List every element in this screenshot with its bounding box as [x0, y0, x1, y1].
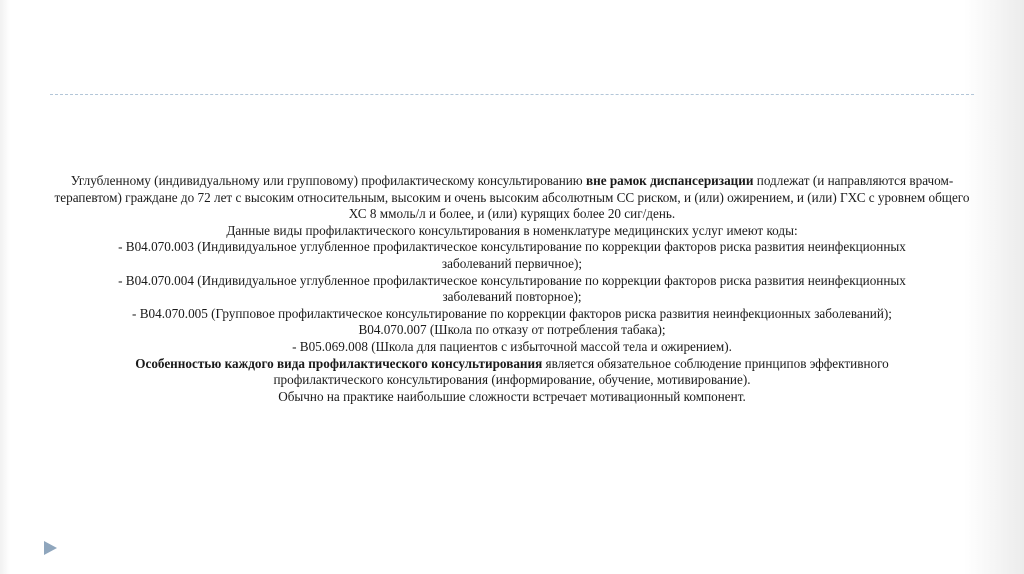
feature-paragraph: [46, 356, 978, 389]
slide-body: [46, 173, 978, 405]
closing-paragraph: Обычно на практике наибольшие сложности встречает мотивационный компонент.: [278, 388, 746, 404]
code-item: - В05.069.008 (Школа для пациентов с избыточной массой тела и ожирением).: [292, 338, 732, 354]
intro-bold-phrase: вне рамок диспансеризации: [585, 173, 754, 188]
intro-paragraph: [46, 173, 978, 223]
codes-intro: Данные виды профилактического консультирования в номенклатуре медицинских услуг имеют коды:: [226, 222, 798, 238]
code-item: - В04.070.005 (Групповое профилактическое консультирование по коррекции факторов риска развития неинфекционных заболеваний);: [132, 305, 892, 321]
play-triangle-icon[interactable]: [44, 541, 57, 555]
intro-text-after: подлежат (и направляются врачом-терапевтом) граждане до 72 лет с высоким относительным, высоким и очень высоким абсолютным СС риском, и (или) ожирением, и (или) ГХС с уровнем общего ХС 8 ммоль/л и более, и (или) курящих более 20 сиг/день.: [54, 173, 970, 222]
code-item: - В04.070.003 (Индивидуальное углубленное профилактическое консультирование по коррекции факторов риска развития неинфекционных заболеваний первичное);: [118, 239, 906, 271]
intro-text-before: Углубленному (индивидуальному или групповому) профилактическому консультированию: [70, 173, 586, 188]
header-divider: [50, 94, 974, 95]
feature-text-after: является обязательное соблюдение принципов эффективного профилактического консультирования (информирование, обучение, мотивирование).: [273, 355, 889, 388]
code-item: В04.070.007 (Школа по отказу от потребления табака);: [358, 322, 666, 338]
slide-left-shadow: [0, 0, 10, 574]
feature-bold-phrase: Особенностью каждого вида профилактического консультирования: [135, 355, 543, 371]
code-item: - В04.070.004 (Индивидуальное углубленное профилактическое консультирование по коррекции факторов риска развития неинфекционных заболеваний повторное);: [118, 272, 906, 305]
